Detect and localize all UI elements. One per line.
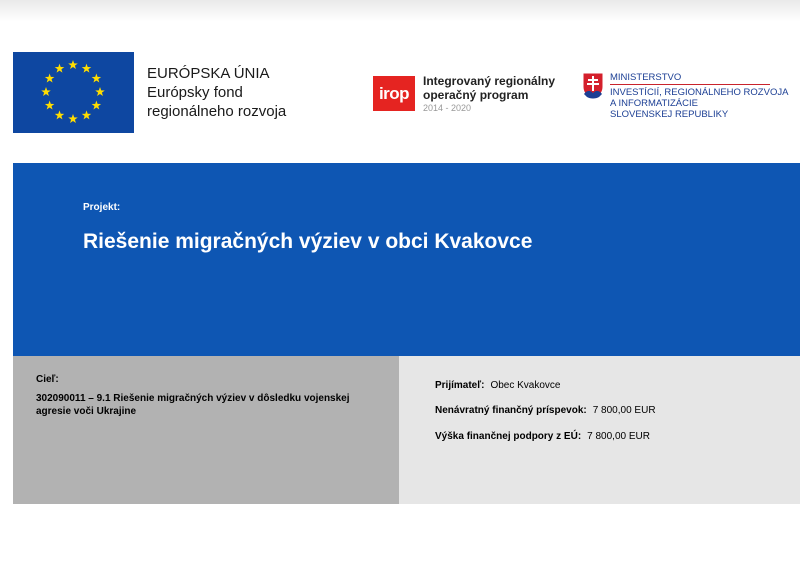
eu-line-2: Európsky fond (147, 84, 243, 101)
eu-star-icon (92, 101, 102, 110)
eu-star-icon (95, 87, 105, 96)
eu-fund-caption (147, 64, 286, 121)
ministry-line-3: A INFORMATIZÁCIE (610, 98, 698, 109)
eu-star-icon (82, 110, 92, 119)
goal-label: Cieľ: (36, 374, 59, 385)
eu-flag-logo (13, 52, 134, 133)
eu-star-icon (68, 114, 78, 123)
eu-star-icon (41, 87, 51, 96)
goal-text: 302090011 – 9.1 Riešenie migračných výziev v dôsledku vojenskej agresie voči Ukrajine (36, 393, 350, 417)
irop-caption (423, 74, 555, 114)
eu-line-3: regionálneho rozvoja (147, 103, 287, 120)
ministry-line-1: MINISTERSTVO (610, 72, 770, 85)
recipient-value: Obec Kvakovce (490, 380, 561, 391)
eu-support-label: Výška finančnej podpory z EÚ: (435, 431, 582, 442)
eu-support-value: 7 800,00 EUR (587, 431, 650, 442)
eu-star-icon (92, 74, 102, 83)
project-banner (13, 163, 800, 356)
grant-row (435, 405, 656, 416)
ministry-line-4: SLOVENSKEJ REPUBLIKY (610, 109, 729, 120)
recipient-label: Prijímateľ: (435, 380, 485, 391)
eu-star-icon (82, 64, 92, 73)
eu-support-row (435, 431, 650, 442)
details-panel (399, 356, 800, 504)
eu-line-1: EURÓPSKA ÚNIA (147, 65, 270, 82)
irop-line-1: Integrovaný regionálny (423, 74, 556, 88)
ministry-caption (610, 72, 788, 120)
slovak-coat-of-arms-icon (582, 72, 604, 100)
eu-star-icon (45, 74, 55, 83)
irop-line-2: operačný program (423, 88, 529, 102)
eu-star-icon (55, 64, 65, 73)
irop-logo: irop (373, 76, 415, 111)
project-label: Projekt: (83, 202, 121, 213)
grant-label: Nenávratný finančný príspevok: (435, 405, 587, 416)
irop-years: 2014 - 2020 (423, 103, 472, 113)
project-title: Riešenie migračných výziev v obci Kvakovce (83, 230, 533, 253)
eu-star-icon (68, 60, 78, 69)
eu-star-icon (55, 110, 65, 119)
eu-star-icon (45, 101, 55, 110)
grant-value: 7 800,00 EUR (592, 405, 656, 416)
ministry-line-2: INVESTÍCIÍ, REGIONÁLNEHO ROZVOJA (610, 87, 789, 98)
eu-stars-icon (13, 52, 134, 133)
goal-panel (13, 356, 399, 504)
top-shade (0, 0, 800, 22)
recipient-row (435, 380, 560, 391)
